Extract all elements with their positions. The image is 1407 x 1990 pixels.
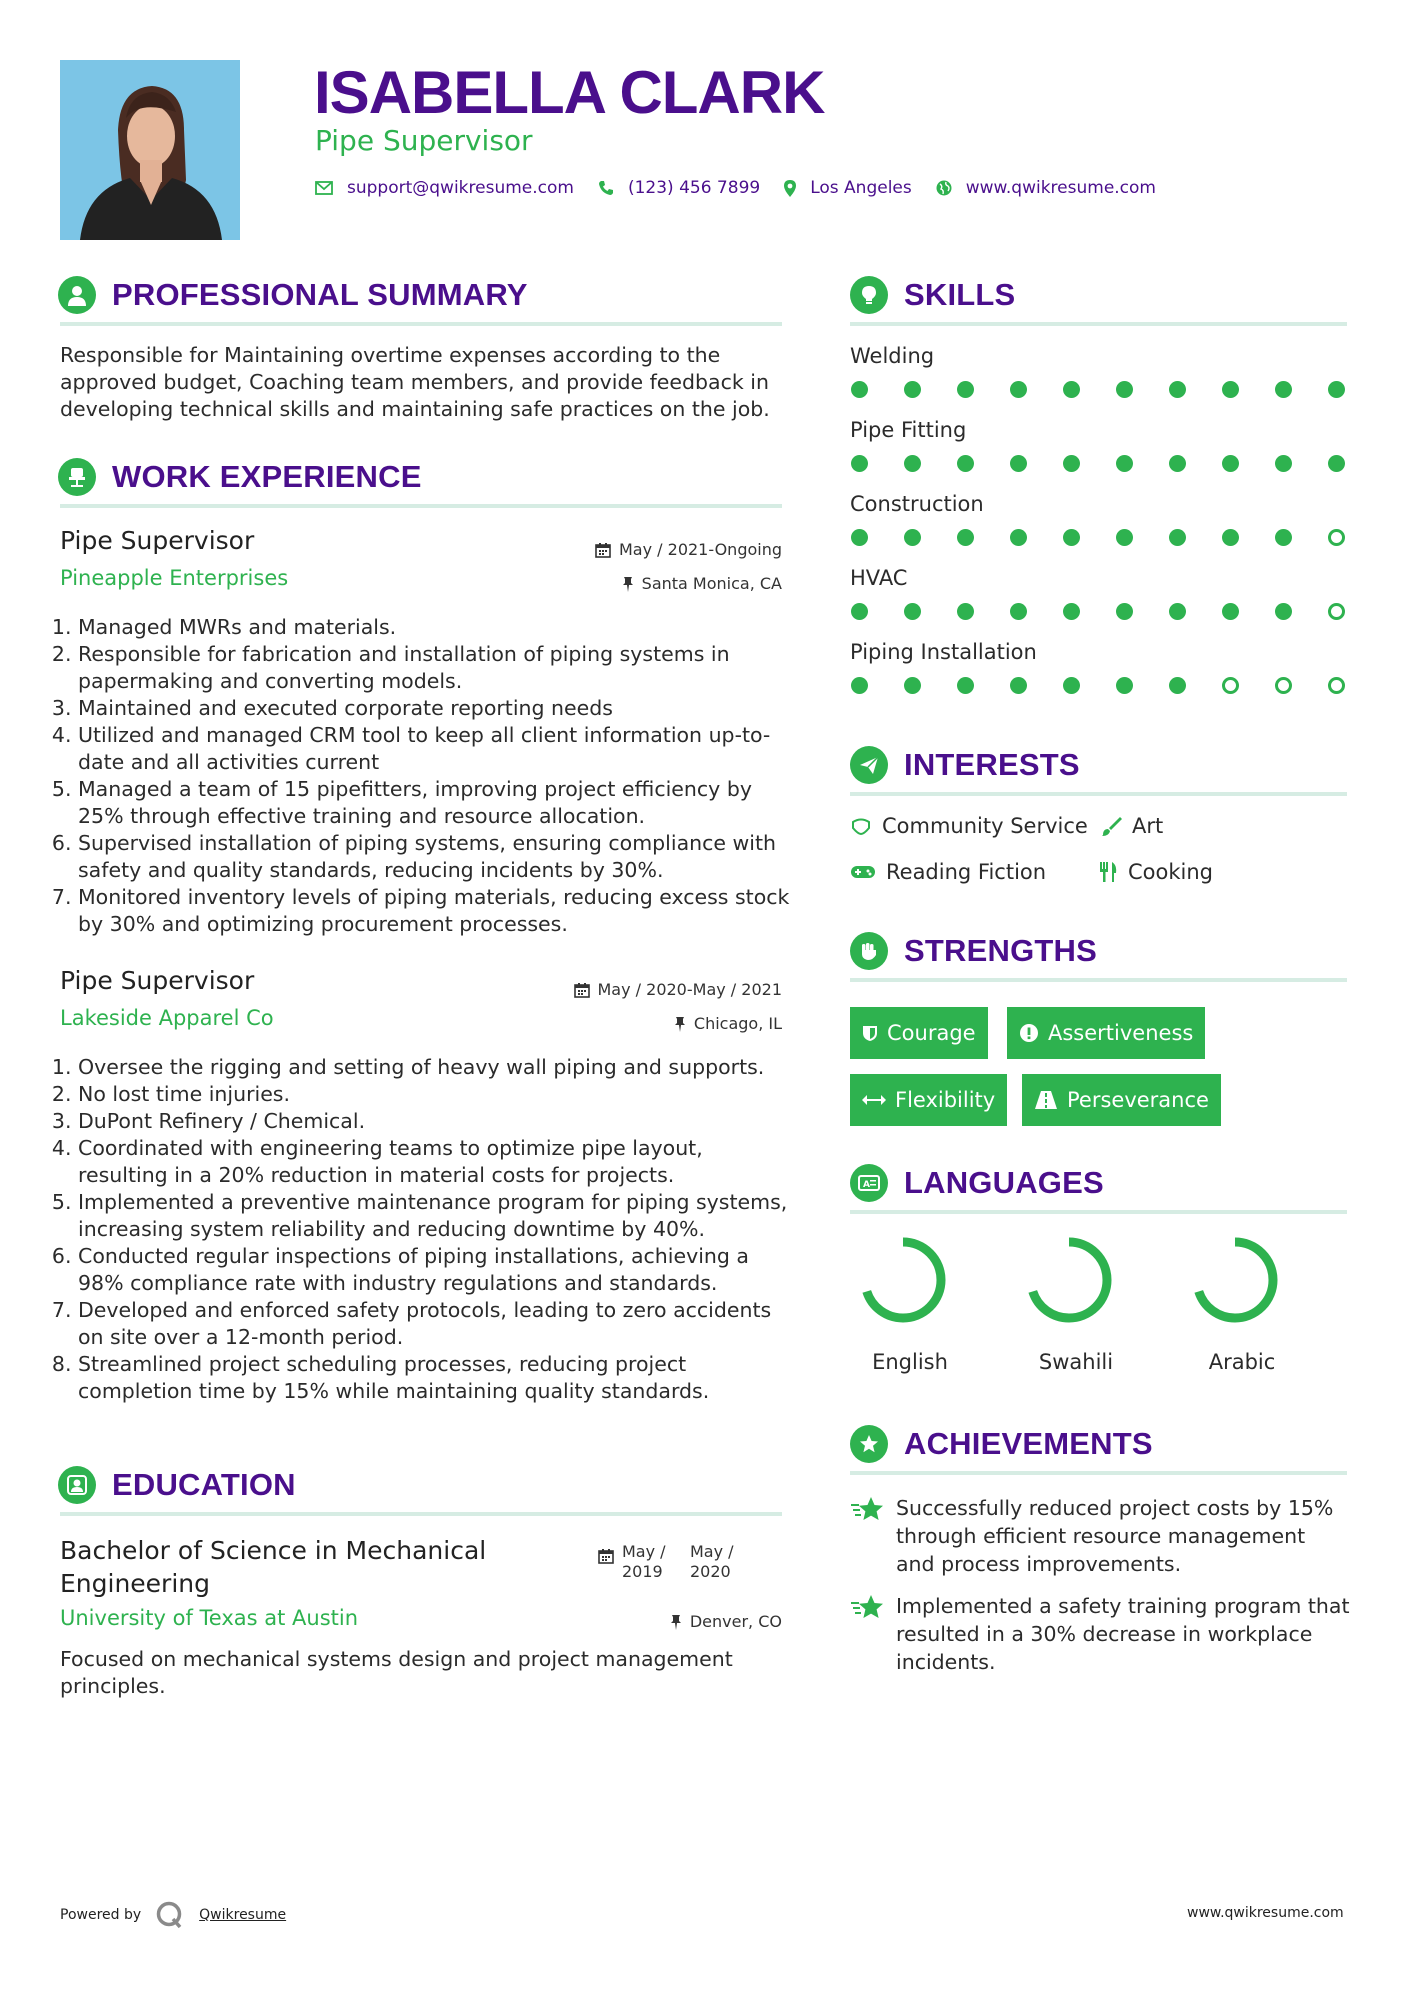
education-divider — [60, 1512, 782, 1516]
job-dates-text: May / 2020-May / 2021 — [597, 980, 782, 999]
candidate-name: ISABELLA CLARK — [314, 59, 825, 126]
job-location — [622, 574, 782, 593]
strength-tag — [1007, 1007, 1205, 1059]
arrows-horizontal-icon — [862, 1094, 886, 1106]
strength-label: Courage — [887, 1021, 976, 1045]
qwikresume-logo-icon — [155, 1900, 185, 1930]
job-bullets — [60, 614, 790, 938]
education-start: May / 2019 — [622, 1542, 666, 1581]
education-title: EDUCATION — [112, 1467, 296, 1502]
rating-dot-filled — [1275, 603, 1292, 620]
strength-label: Assertiveness — [1048, 1021, 1194, 1045]
degree-title: Bachelor of Science in Mechanical Engineering — [60, 1536, 487, 1598]
skills-title: SKILLS — [904, 277, 1016, 312]
achievement-text: Successfully reduced project costs by 15% through efficient resource management and process improvements. — [896, 1496, 1334, 1576]
rating-dot-filled — [1169, 529, 1186, 546]
job-company: Lakeside Apparel Co — [60, 1006, 274, 1030]
interests-title: INTERESTS — [904, 747, 1080, 782]
job-bullets — [60, 1054, 790, 1405]
strength-label: Perseverance — [1067, 1088, 1209, 1112]
rating-dot-filled — [1222, 529, 1239, 546]
list-item: 5. Implemented a preventive maintenance program for piping systems, increasing system reliability and reducing downtime by 40%. — [78, 1189, 790, 1243]
language-label: Arabic — [1208, 1350, 1276, 1374]
languages-divider — [850, 1210, 1347, 1214]
rating-dot-filled — [1010, 677, 1027, 694]
language-level-ring — [1031, 1242, 1107, 1318]
language-icon — [850, 1164, 888, 1202]
interest-label: Art — [1132, 814, 1164, 838]
strengths-title: STRENGTHS — [904, 933, 1097, 968]
experience-heading — [58, 458, 422, 496]
lightbulb-icon — [850, 276, 888, 314]
rating-dot-empty — [1275, 677, 1292, 694]
rating-dot-filled — [1010, 455, 1027, 472]
rating-dot-filled — [1116, 455, 1133, 472]
list-item: 2. Responsible for fabrication and installation of piping systems in papermaking and converting models. — [78, 641, 790, 695]
education-location — [670, 1612, 782, 1631]
rating-dot-filled — [1010, 529, 1027, 546]
contact-phone[interactable] — [598, 178, 760, 198]
skill-rating — [851, 603, 1345, 620]
language-label: Swahili — [1038, 1350, 1114, 1374]
achievements-divider — [850, 1471, 1347, 1475]
strength-tag — [1022, 1074, 1221, 1126]
star-icon — [850, 1594, 886, 1620]
contact-website[interactable] — [936, 178, 1156, 198]
rating-dot-filled — [851, 529, 868, 546]
envelope-icon — [315, 181, 333, 195]
skill-rating — [851, 529, 1345, 546]
rating-dot-filled — [1328, 381, 1345, 398]
rating-dot-filled — [1063, 677, 1080, 694]
rating-dot-filled — [1275, 381, 1292, 398]
education-location-text: Denver, CO — [689, 1612, 782, 1631]
handshake-icon — [850, 817, 872, 835]
website-text: www.qwikresume.com — [965, 178, 1156, 198]
rating-dot-filled — [851, 603, 868, 620]
footer-powered-by — [60, 1900, 286, 1930]
language-level-ring — [1197, 1242, 1273, 1318]
rating-dot-filled — [957, 455, 974, 472]
education-description: Focused on mechanical systems design and project management principles. — [60, 1647, 733, 1698]
experience-title: WORK EXPERIENCE — [112, 459, 422, 494]
rating-dot-filled — [1169, 455, 1186, 472]
interests-heading — [850, 746, 1080, 784]
job-company: Pineapple Enterprises — [60, 566, 289, 590]
rating-dot-filled — [1010, 381, 1027, 398]
rating-dot-filled — [1116, 529, 1133, 546]
achievement-item — [850, 1494, 1350, 1578]
skill-name: HVAC — [850, 566, 908, 590]
skills-divider — [850, 322, 1347, 326]
interest-item — [850, 814, 1088, 838]
rating-dot-filled — [1222, 381, 1239, 398]
job-location-text: Santa Monica, CA — [641, 574, 782, 593]
rating-dot-filled — [1169, 603, 1186, 620]
graduate-icon — [58, 1466, 96, 1504]
list-item: 4. Coordinated with engineering teams to optimize pipe layout, resulting in a 20% reduction in material costs for projects. — [78, 1135, 790, 1189]
interest-label: Cooking — [1128, 860, 1213, 884]
skill-name: Construction — [850, 492, 984, 516]
skill-rating — [851, 455, 1345, 472]
language-level-ring — [865, 1242, 941, 1318]
achievements-title: ACHIEVEMENTS — [904, 1426, 1153, 1461]
rating-dot-filled — [851, 677, 868, 694]
languages-title: LANGUAGES — [904, 1165, 1104, 1200]
rating-dot-filled — [851, 381, 868, 398]
star-badge-icon — [850, 1425, 888, 1463]
candidate-role: Pipe Supervisor — [315, 124, 533, 157]
summary-title: PROFESSIONAL SUMMARY — [112, 277, 528, 312]
experience-divider — [60, 504, 782, 508]
job-dates — [574, 980, 783, 999]
interest-label: Community Service — [882, 814, 1088, 838]
star-icon — [850, 1496, 886, 1522]
footer-website[interactable]: www.qwikresume.com — [1187, 1905, 1344, 1921]
contact-location — [784, 178, 912, 198]
skill-name: Pipe Fitting — [850, 418, 967, 442]
pushpin-icon — [670, 1614, 682, 1630]
languages-heading — [850, 1164, 1104, 1202]
rating-dot-empty — [1328, 529, 1345, 546]
job-title: Pipe Supervisor — [60, 526, 255, 555]
skill-rating — [851, 381, 1345, 398]
summary-divider — [60, 322, 782, 326]
strength-tag — [850, 1074, 1007, 1126]
rating-dot-filled — [904, 677, 921, 694]
list-item: 6. Supervised installation of piping systems, ensuring compliance with safety and quality standards, reducing incidents by 30%. — [78, 830, 790, 884]
skills-heading — [850, 276, 1015, 314]
powered-by-label: Powered by — [60, 1907, 142, 1923]
list-item: 3. DuPont Refinery / Chemical. — [78, 1108, 790, 1135]
skill-name: Piping Installation — [850, 640, 1037, 664]
rating-dot-filled — [1169, 381, 1186, 398]
education-dates — [598, 1542, 742, 1582]
utensils-icon — [1098, 861, 1118, 883]
rating-dot-filled — [904, 455, 921, 472]
achievement-text: Implemented a safety training program that resulted in a 30% decrease in workplace incidents. — [896, 1594, 1350, 1674]
skill-name: Welding — [850, 344, 935, 368]
rating-dot-filled — [1169, 677, 1186, 694]
language-rings — [850, 1232, 1347, 1342]
job-dates — [595, 540, 782, 559]
qwikresume-link[interactable]: Qwikresume — [199, 1907, 287, 1923]
rating-dot-filled — [904, 381, 921, 398]
location-text: Los Angeles — [810, 178, 912, 198]
interests-divider — [850, 792, 1347, 796]
strengths-heading — [850, 932, 1097, 970]
rating-dot-filled — [904, 603, 921, 620]
calendar-icon — [574, 982, 590, 998]
globe-icon — [936, 180, 952, 196]
phone-icon — [598, 180, 614, 196]
gamepad-icon — [850, 864, 876, 880]
chair-icon — [58, 458, 96, 496]
rating-dot-filled — [1063, 529, 1080, 546]
user-icon — [58, 276, 96, 314]
job-dates-text: May / 2021-Ongoing — [619, 540, 782, 559]
rating-dot-empty — [1328, 677, 1345, 694]
exclamation-circle-icon — [1019, 1023, 1039, 1043]
summary-heading — [58, 276, 528, 314]
job-location — [674, 1014, 782, 1033]
list-item: 2. No lost time injuries. — [78, 1081, 790, 1108]
education-heading — [58, 1466, 296, 1504]
rating-dot-filled — [957, 529, 974, 546]
job-location-text: Chicago, IL — [693, 1014, 782, 1033]
rating-dot-filled — [904, 529, 921, 546]
list-item: 5. Managed a team of 15 pipefitters, improving project efficiency by 25% through effective training and resource allocation. — [78, 776, 790, 830]
strength-label: Flexibility — [895, 1088, 996, 1112]
contact-bar — [315, 178, 1180, 198]
language-label: English — [872, 1350, 948, 1374]
rating-dot-filled — [957, 603, 974, 620]
email-text: support@qwikresume.com — [347, 178, 574, 198]
fist-icon — [850, 932, 888, 970]
rating-dot-filled — [1222, 603, 1239, 620]
strength-tag — [850, 1007, 988, 1059]
achievement-item — [850, 1592, 1350, 1676]
rating-dot-filled — [851, 455, 868, 472]
list-item: 4. Utilized and managed CRM tool to keep all client information up-to-date and all activities current — [78, 722, 790, 776]
rating-dot-empty — [1222, 677, 1239, 694]
list-item: 7. Developed and enforced safety protocols, leading to zero accidents on site over a 12-month period. — [78, 1297, 790, 1351]
calendar-icon — [598, 1548, 614, 1564]
list-item: 7. Monitored inventory levels of piping materials, reducing excess stock by 30% and optimizing procurement processes. — [78, 884, 790, 938]
list-item: 3. Maintained and executed corporate reporting needs — [78, 695, 790, 722]
contact-email[interactable] — [315, 178, 574, 198]
rating-dot-filled — [1063, 603, 1080, 620]
shield-icon — [862, 1024, 878, 1042]
paper-plane-icon — [850, 746, 888, 784]
strengths-divider — [850, 978, 1347, 982]
road-icon — [1034, 1090, 1058, 1110]
interest-item — [850, 860, 1046, 884]
list-item: 6. Conducted regular inspections of piping installations, achieving a 98% compliance rate with industry regulations and standards. — [78, 1243, 790, 1297]
rating-dot-filled — [1275, 529, 1292, 546]
education-end: May / 2020 — [690, 1542, 734, 1581]
rating-dot-filled — [1116, 381, 1133, 398]
rating-dot-filled — [1275, 455, 1292, 472]
list-item: 8. Streamlined project scheduling processes, reducing project completion time by 15% while maintaining quality standards. — [78, 1351, 790, 1405]
rating-dot-filled — [1328, 455, 1345, 472]
calendar-icon — [595, 542, 611, 558]
skill-rating — [851, 677, 1345, 694]
rating-dot-filled — [957, 381, 974, 398]
rating-dot-filled — [1010, 603, 1027, 620]
summary-text: Responsible for Maintaining overtime expenses according to the approved budget, Coaching team members, and provide feedback in developing technical skills and maintaining safe practices on the job. — [60, 343, 770, 421]
paintbrush-icon — [1100, 815, 1122, 837]
job-title: Pipe Supervisor — [60, 966, 255, 995]
list-item: 1. Oversee the rigging and setting of heavy wall piping and supports. — [78, 1054, 790, 1081]
interest-label: Reading Fiction — [886, 860, 1047, 884]
interest-item — [1098, 860, 1213, 884]
map-pin-icon — [784, 180, 796, 197]
svg-text:A: A — [863, 1180, 870, 1190]
rating-dot-filled — [1222, 455, 1239, 472]
pushpin-icon — [622, 576, 634, 592]
interest-item — [1100, 814, 1163, 838]
rating-dot-filled — [1116, 603, 1133, 620]
rating-dot-filled — [957, 677, 974, 694]
achievements-heading — [850, 1425, 1153, 1463]
phone-text: (123) 456 7899 — [627, 178, 761, 198]
school-name: University of Texas at Austin — [60, 1606, 359, 1630]
list-item: 1. Managed MWRs and materials. — [78, 614, 790, 641]
rating-dot-filled — [1063, 381, 1080, 398]
rating-dot-filled — [1116, 677, 1133, 694]
rating-dot-empty — [1328, 603, 1345, 620]
pushpin-icon — [674, 1016, 686, 1032]
profile-photo — [60, 60, 240, 240]
rating-dot-filled — [1063, 455, 1080, 472]
